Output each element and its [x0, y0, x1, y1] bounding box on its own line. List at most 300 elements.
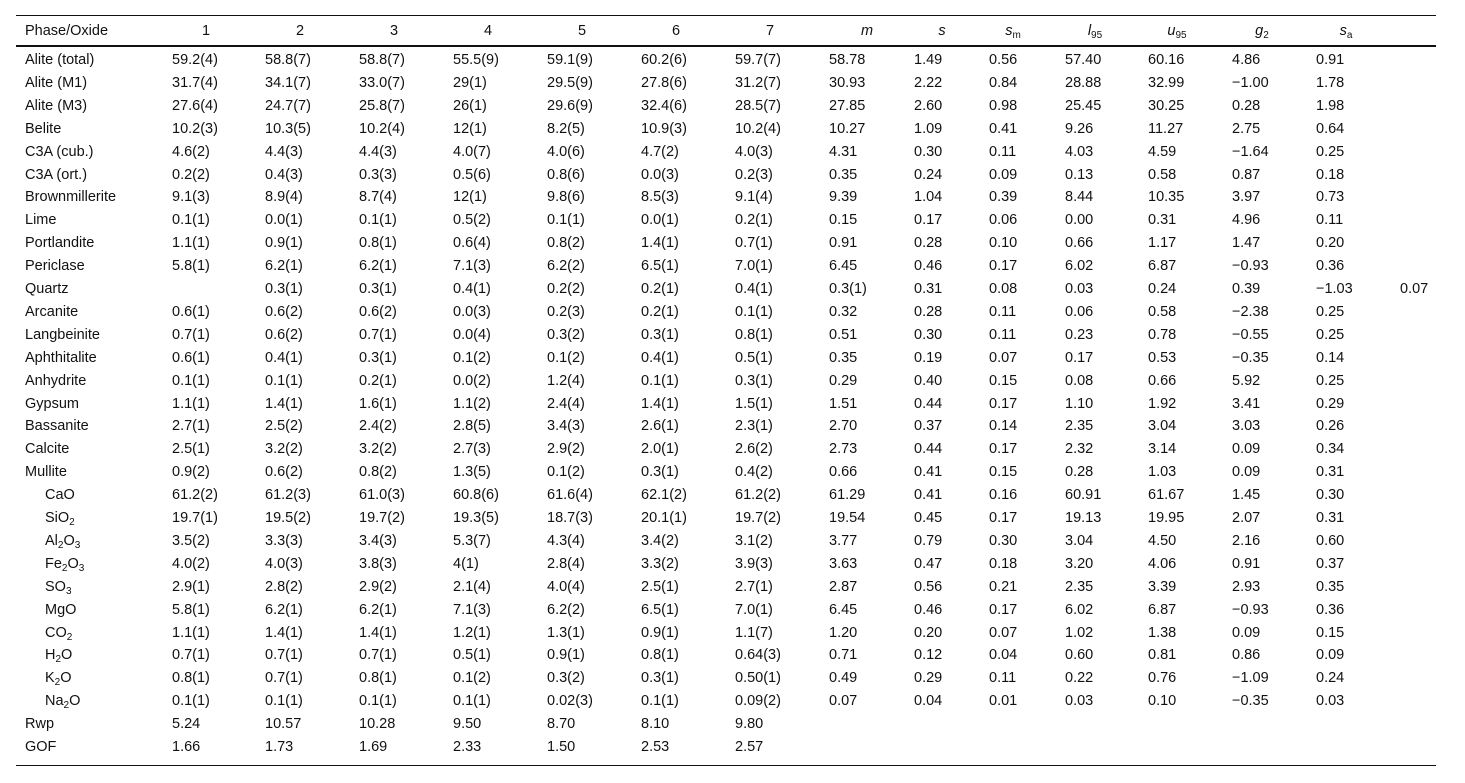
table-cell: −1.09: [1232, 670, 1269, 687]
table-cell: 1.17: [1148, 235, 1177, 252]
table-cell: 0.3(1): [641, 464, 679, 481]
table-cell: 0.1(1): [453, 693, 491, 710]
table-cell: 0.1(1): [359, 693, 397, 710]
table-cell: 0.2(1): [735, 212, 773, 229]
table-cell: 0.1(2): [547, 349, 585, 366]
row-label: [45, 646, 72, 664]
table-cell: 0.3(1): [641, 326, 679, 343]
column-header: [390, 22, 398, 40]
table-cell: 4.4(3): [359, 143, 397, 160]
table-cell: 60.8(6): [453, 487, 499, 504]
table-cell: 0.51: [829, 326, 858, 343]
table-cell: 19.95: [1148, 510, 1185, 526]
table-cell: 0.6(2): [265, 303, 303, 320]
table-cell: 0.9(1): [547, 647, 585, 664]
text-part: Periclase: [25, 258, 85, 275]
table-cell: 0.0(4): [453, 326, 491, 343]
column-header-text: 2: [295, 23, 305, 39]
table-cell: 10.2(4): [359, 120, 405, 137]
table-cell: 0.36: [1316, 601, 1345, 618]
table-cell: 0.64: [1316, 120, 1345, 137]
table-cell: 6.2(1): [265, 601, 303, 618]
table-cell: 0.1(2): [453, 349, 491, 366]
table-cell: 0.1(2): [453, 670, 491, 687]
table-cell: 4.7(2): [641, 143, 679, 160]
table-cell: 2.22: [914, 74, 943, 91]
text-part: C3A (cub.): [25, 143, 94, 160]
table-cell: 0.15: [1316, 624, 1345, 641]
table-cell: 0.6(2): [359, 303, 397, 320]
table-cell: 0.4(2): [735, 464, 773, 481]
table-cell: 10.57: [265, 716, 302, 733]
row-label: [25, 74, 87, 92]
row-label: [25, 97, 87, 115]
column-header-text: 1: [201, 23, 211, 39]
table-cell: 0.23: [1065, 326, 1094, 343]
table-cell: 0.2(1): [359, 372, 397, 389]
table-cell: 28.5(7): [735, 97, 781, 114]
table-cell: 0.8(1): [359, 670, 397, 687]
table-cell: 12(1): [453, 189, 487, 206]
table-cell: 0.8(2): [547, 235, 585, 252]
table-cell: 0.17: [914, 212, 943, 229]
table-cell: 8.9(4): [265, 189, 303, 206]
table-cell: 3.1(2): [735, 532, 773, 549]
row-label: [25, 280, 69, 298]
table-cell: 1.69: [359, 739, 388, 755]
table-cell: 2.53: [641, 739, 670, 755]
table-cell: 0.76: [1148, 670, 1177, 687]
table-cell: 59.7(7): [735, 52, 781, 68]
table-cell: 6.2(2): [547, 258, 585, 275]
table-cell: 0.12: [914, 647, 943, 664]
table-cell: 0.39: [1232, 281, 1261, 297]
table-cell: 4.4(3): [265, 143, 303, 160]
text-part: O: [69, 693, 81, 710]
table-cell: 0.31: [914, 281, 943, 297]
row-label: [25, 166, 87, 184]
table-cell: 1.10: [1065, 395, 1094, 412]
table-cell: 0.1(1): [265, 372, 303, 389]
table-cell: 2.5(1): [641, 578, 679, 595]
rule-top: [16, 15, 1436, 16]
table-cell: 0.3(1): [641, 670, 679, 687]
column-header-text: m: [860, 23, 874, 39]
table-cell: 0.1(1): [172, 212, 210, 229]
table-cell: 0.1(2): [547, 464, 585, 481]
table-cell: 8.5(3): [641, 189, 679, 206]
table-cell: 0.17: [989, 395, 1018, 412]
column-header-text: s: [1339, 23, 1347, 39]
table-cell: 0.20: [914, 624, 943, 641]
table-cell: 34.1(7): [265, 74, 311, 91]
table-cell: 0.31: [1316, 464, 1345, 481]
table-cell: 0.04: [914, 693, 943, 710]
table-cell: 0.01: [989, 693, 1018, 710]
table-cell: 1.38: [1148, 624, 1177, 641]
subscript: 3: [78, 562, 85, 574]
table-cell: 0.56: [989, 52, 1018, 68]
table-cell: 30.25: [1148, 97, 1185, 114]
table-cell: 5.92: [1232, 372, 1261, 389]
table-cell: 62.1(2): [641, 487, 687, 504]
table-cell: 0.07: [829, 693, 858, 710]
table-cell: 0.14: [1316, 349, 1345, 366]
table-cell: −1.03: [1316, 281, 1353, 297]
table-cell: 6.02: [1065, 258, 1094, 275]
table-cell: 0.0(3): [453, 303, 491, 320]
row-label: [25, 188, 116, 206]
table-cell: 8.44: [1065, 189, 1094, 206]
column-header: [1005, 22, 1021, 40]
column-header-subscript: 95: [1091, 30, 1103, 41]
table-cell: 19.5(2): [265, 510, 311, 526]
table-cell: 7.0(1): [735, 258, 773, 275]
table-cell: 9.8(6): [547, 189, 585, 206]
table-cell: 3.03: [1232, 418, 1261, 435]
row-label: [45, 692, 80, 710]
table-cell: 57.40: [1065, 52, 1102, 68]
table-cell: 9.26: [1065, 120, 1094, 137]
text-part: O: [61, 647, 73, 664]
text-part: SiO: [45, 510, 70, 526]
table-cell: 10.27: [829, 120, 866, 137]
table-cell: 0.58: [1148, 303, 1177, 320]
table-cell: 0.5(1): [453, 647, 491, 664]
table-cell: 1.92: [1148, 395, 1177, 412]
table-cell: 0.19: [914, 349, 943, 366]
table-cell: 0.84: [989, 74, 1018, 91]
table-cell: 0.5(1): [735, 349, 773, 366]
table-cell: 19.7(1): [172, 510, 218, 526]
table-cell: 0.37: [914, 418, 943, 435]
table-cell: 2.0(1): [641, 441, 679, 458]
table-cell: −0.35: [1232, 349, 1269, 366]
row-label: [45, 578, 72, 596]
table-cell: 60.2(6): [641, 52, 687, 68]
table-cell: 0.8(1): [359, 235, 397, 252]
table-cell: 0.46: [914, 601, 943, 618]
row-label: [25, 738, 56, 756]
table-cell: 0.17: [989, 510, 1018, 526]
row-label: [25, 143, 94, 161]
table-cell: 3.39: [1148, 578, 1177, 595]
table-cell: 0.37: [1316, 555, 1345, 572]
table-cell: 0.78: [1148, 326, 1177, 343]
text-part: Calcite: [25, 441, 70, 458]
table-cell: 3.77: [829, 532, 858, 549]
table-cell: 4.0(3): [265, 555, 303, 572]
table-cell: 0.30: [914, 143, 943, 160]
table-cell: 0.25: [1316, 303, 1345, 320]
table-cell: 1.1(7): [735, 624, 773, 641]
table-cell: 7.1(3): [453, 601, 491, 618]
row-label: [25, 211, 56, 229]
table-cell: 0.58: [1148, 166, 1177, 183]
table-cell: 6.87: [1148, 258, 1177, 275]
table-cell: 4.86: [1232, 52, 1261, 68]
column-header: [484, 22, 492, 40]
table-cell: 1.2(4): [547, 372, 585, 389]
table-cell: 6.02: [1065, 601, 1094, 618]
row-label: [25, 349, 97, 367]
table-cell: 0.16: [989, 487, 1018, 504]
table-cell: 0.09(2): [735, 693, 781, 710]
table-cell: 0.4(1): [641, 349, 679, 366]
table-cell: 0.15: [829, 212, 858, 229]
table-cell: 3.2(2): [265, 441, 303, 458]
row-label: [25, 257, 85, 275]
table-cell: 59.2(4): [172, 52, 218, 68]
text-part: Fe: [45, 555, 62, 572]
table-cell: 4.0(4): [547, 578, 585, 595]
table-cell: 2.75: [1232, 120, 1261, 137]
table-cell: 0.09: [1316, 647, 1345, 664]
table-cell: 0.18: [989, 555, 1018, 572]
table-cell: 2.60: [914, 97, 943, 114]
table-cell: 58.8(7): [359, 52, 405, 68]
table-cell: 4.96: [1232, 212, 1261, 229]
table-cell: 2.7(1): [172, 418, 210, 435]
table-cell: 3.14: [1148, 441, 1177, 458]
text-part: C3A (ort.): [25, 166, 88, 183]
table-cell: 0.15: [989, 372, 1018, 389]
table-cell: 20.1(1): [641, 510, 687, 526]
table-cell: 6.2(1): [359, 258, 397, 275]
table-cell: 0.3(1): [829, 281, 867, 297]
subscript: 3: [65, 585, 72, 597]
table-cell: 25.45: [1065, 97, 1102, 114]
rule-header: [16, 45, 1436, 47]
table-cell: 0.22: [1065, 670, 1094, 687]
table-cell: 0.1(1): [735, 303, 773, 320]
table-cell: 1.49: [914, 52, 943, 68]
table-cell: 0.49: [829, 670, 858, 687]
table-cell: 0.2(3): [735, 166, 773, 183]
text-part: Mullite: [25, 464, 67, 481]
table-cell: 0.2(2): [172, 166, 210, 183]
table-cell: 61.6(4): [547, 487, 593, 504]
table-cell: 1.66: [172, 739, 201, 755]
table-cell: 1.09: [914, 120, 943, 137]
table-cell: 7.0(1): [735, 601, 773, 618]
table-cell: 0.35: [829, 166, 858, 183]
table-cell: 8.70: [547, 716, 576, 733]
table-cell: 30.93: [829, 74, 866, 91]
column-header: [1340, 22, 1353, 40]
table-cell: 4(1): [453, 555, 479, 572]
table-cell: 3.3(2): [641, 555, 679, 572]
table-cell: 0.81: [1148, 647, 1177, 664]
table-cell: 0.09: [989, 166, 1018, 183]
table-cell: 4.3(4): [547, 532, 585, 549]
header-label: Phase/Oxide: [25, 23, 109, 39]
table-cell: 0.06: [1065, 303, 1094, 320]
table-cell: 1.4(1): [359, 624, 397, 641]
table-cell: 60.16: [1148, 52, 1185, 68]
table-cell: 1.51: [829, 395, 858, 412]
text-part: O: [67, 555, 79, 572]
table-cell: 1.47: [1232, 235, 1261, 252]
table-cell: 0.8(2): [359, 464, 397, 481]
row-label: [25, 51, 94, 69]
table-cell: 0.25: [1316, 326, 1345, 343]
table-cell: 10.3(5): [265, 120, 311, 137]
subscript: 2: [55, 654, 62, 666]
table-cell: 27.6(4): [172, 97, 218, 114]
table-cell: 0.21: [989, 578, 1018, 595]
table-cell: 10.9(3): [641, 120, 687, 137]
table-cell: 1.73: [265, 739, 294, 755]
table-cell: 0.66: [1148, 372, 1177, 389]
table-cell: 0.71: [829, 647, 858, 664]
table-cell: 9.1(3): [172, 189, 210, 206]
table-cell: 0.7(1): [735, 235, 773, 252]
row-label: [25, 417, 89, 435]
table-cell: 5.24: [172, 716, 201, 733]
text-part: Alite (total): [25, 52, 95, 68]
table-cell: 0.8(6): [547, 166, 585, 183]
table-cell: 2.7(1): [735, 578, 773, 595]
table-cell: 0.7(1): [265, 647, 303, 664]
table-cell: 2.35: [1065, 418, 1094, 435]
column-header-text: u: [1167, 23, 1176, 39]
table-cell: 0.46: [914, 258, 943, 275]
table-cell: 2.9(2): [547, 441, 585, 458]
column-header-subscript: a: [1346, 30, 1353, 41]
table-cell: 0.6(1): [172, 303, 210, 320]
table-cell: 0.6(2): [265, 464, 303, 481]
table-cell: 0.06: [989, 212, 1018, 229]
table-cell: 1.1(1): [172, 235, 210, 252]
text-part: Gypsum: [25, 395, 79, 412]
table-cell: 32.4(6): [641, 97, 687, 114]
table-cell: 0.3(1): [359, 281, 397, 297]
table-cell: 0.28: [1232, 97, 1261, 114]
table-cell: 2.5(1): [172, 441, 210, 458]
table-cell: 1.04: [914, 189, 943, 206]
table-cell: 0.17: [1065, 349, 1094, 366]
table-cell: 1.3(5): [453, 464, 491, 481]
row-label: [45, 555, 84, 573]
table-cell: 2.6(2): [735, 441, 773, 458]
table-cell: 0.17: [989, 601, 1018, 618]
column-header: [296, 22, 304, 40]
table-cell: 0.03: [1065, 281, 1094, 297]
text-part: O: [60, 670, 72, 687]
table-cell: 0.3(3): [359, 166, 397, 183]
table-cell: 1.3(1): [547, 624, 585, 641]
table-cell: 10.35: [1148, 189, 1185, 206]
table-cell: 1.4(1): [641, 395, 679, 412]
table-cell: 28.88: [1065, 74, 1102, 91]
table-cell: 0.6(1): [172, 349, 210, 366]
table-cell: 0.28: [1065, 464, 1094, 481]
subscript: 2: [61, 562, 68, 574]
table-cell: 0.79: [914, 532, 943, 549]
table-cell: 0.17: [989, 441, 1018, 458]
table-cell: 0.07: [989, 624, 1018, 641]
table-cell: 0.20: [1316, 235, 1345, 252]
table-cell: 6.45: [829, 258, 858, 275]
table-cell: 1.78: [1316, 74, 1345, 91]
table-cell: 8.7(4): [359, 189, 397, 206]
table-cell: 0.3(1): [735, 372, 773, 389]
table-cell: 0.02(3): [547, 693, 593, 710]
text-part: Lime: [25, 212, 57, 229]
table-cell: 0.3(2): [547, 670, 585, 687]
table-cell: 0.1(1): [172, 372, 210, 389]
table-cell: 5.3(7): [453, 532, 491, 549]
table-cell: 0.60: [1065, 647, 1094, 664]
table-cell: 61.29: [829, 487, 866, 504]
row-label: [45, 509, 75, 527]
table-cell: 0.32: [829, 303, 858, 320]
row-label: [25, 372, 86, 390]
table-cell: 0.15: [989, 464, 1018, 481]
table-cell: 18.7(3): [547, 510, 593, 526]
table-cell: 0.1(1): [172, 693, 210, 710]
table-cell: 25.8(7): [359, 97, 405, 114]
table-cell: 0.10: [989, 235, 1018, 252]
table-cell: 31.2(7): [735, 74, 781, 91]
table-cell: 0.91: [829, 235, 858, 252]
subscript: 2: [63, 700, 70, 712]
text-part: Al: [45, 532, 58, 549]
table-cell: 19.3(5): [453, 510, 499, 526]
table-cell: 55.5(9): [453, 52, 499, 68]
table-cell: 19.7(2): [359, 510, 405, 526]
column-header-text: s: [1005, 23, 1013, 39]
table-cell: 0.35: [829, 349, 858, 366]
table-cell: 27.85: [829, 97, 866, 114]
column-header: [938, 22, 945, 40]
table-cell: 9.80: [735, 716, 764, 733]
column-header-subscript: 2: [1263, 30, 1269, 41]
table-cell: 0.4(1): [453, 281, 491, 297]
table-cell: 12(1): [453, 120, 487, 137]
row-label: [25, 715, 54, 733]
table-cell: 10.28: [359, 716, 396, 733]
table-cell: 4.03: [1065, 143, 1094, 160]
table-cell: 0.4(3): [265, 166, 303, 183]
table-cell: 0.4(1): [265, 349, 303, 366]
table-cell: 33.0(7): [359, 74, 405, 91]
table-cell: 0.1(1): [547, 212, 585, 229]
table-cell: 1.5(1): [735, 395, 773, 412]
column-header: [766, 22, 774, 40]
table-cell: 0.0(3): [641, 166, 679, 183]
table-cell: 0.1(1): [641, 693, 679, 710]
text-part: Aphthitalite: [25, 349, 97, 366]
table-cell: 0.6(2): [265, 326, 303, 343]
table-cell: 29.6(9): [547, 97, 593, 114]
table-cell: 0.09: [1232, 464, 1261, 481]
text-part: Quartz: [25, 281, 69, 297]
column-header: [1167, 22, 1186, 40]
text-part: Langbeinite: [25, 326, 100, 343]
table-cell: 3.5(2): [172, 532, 210, 549]
text-part: H: [45, 647, 56, 664]
row-label: [25, 440, 69, 458]
table-cell: 0.3(1): [359, 349, 397, 366]
table-cell: −1.00: [1232, 74, 1269, 91]
table-cell: 2.1(4): [453, 578, 491, 595]
row-label: [25, 234, 94, 252]
table-cell: 11.27: [1148, 120, 1184, 137]
table-cell: −0.93: [1232, 258, 1269, 275]
table-cell: 2.32: [1065, 441, 1094, 458]
